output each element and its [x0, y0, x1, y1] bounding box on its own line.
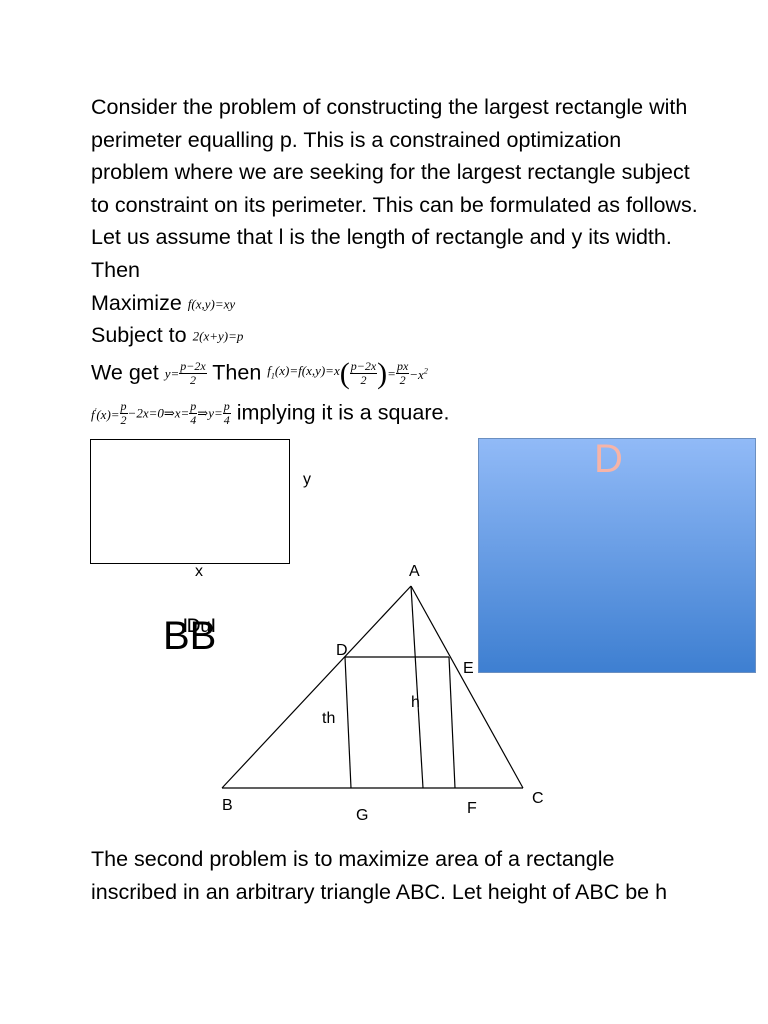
th-label: th [322, 710, 336, 727]
blue-box-letter: D [594, 437, 623, 481]
rect-label-y: y [303, 471, 311, 488]
maximize-label: Maximize [91, 291, 182, 315]
weget-row: We get y= $\frac{p-2x}{2}$ Then $f_1(x)=f(x,y)=x$( $\frac{p-2x}{2}$ )= $\frac{px}{2}$ $-x^2$ [91, 356, 428, 390]
fraction-numerator: p−2x [350, 359, 377, 374]
fraction-numerator: p [120, 399, 127, 414]
rect-side-dg [345, 657, 351, 788]
subject-label: Subject to [91, 323, 187, 347]
fraction-denominator: 2 [360, 373, 367, 388]
fraction-denominator: 4 [223, 413, 230, 428]
derivative-mid: −2x=0⇒x= [127, 405, 190, 421]
vertex-label-b: B [222, 797, 233, 814]
rect-label-x: x [195, 563, 203, 580]
triangle-side-ac [411, 586, 523, 788]
bb-text: BB [163, 614, 217, 658]
vertex-label-e: E [463, 660, 474, 677]
weget-label: We get [91, 360, 159, 385]
fraction-denominator: 2 [189, 373, 196, 388]
equals-sign: = [387, 365, 396, 381]
fraction-denominator: 2 [399, 373, 406, 388]
fraction-numerator: px [396, 359, 409, 374]
fraction-numerator: p [190, 399, 197, 414]
intro-line: Consider the problem of constructing the largest rectangle with [91, 95, 688, 119]
vertex-label-d: D [336, 642, 348, 659]
rect-side-ef [449, 657, 455, 788]
outro-paragraph [91, 843, 768, 908]
outro-line: The second problem is to maximize area of a rectangle [91, 847, 615, 871]
fraction-denominator: 4 [190, 413, 197, 428]
height-line [411, 586, 423, 788]
triangle-side-ab [222, 586, 411, 788]
derivative-mid2: ⇒y= [197, 405, 223, 421]
fraction-numerator: p [223, 399, 230, 414]
vertex-label-a: A [409, 563, 420, 580]
square-conclusion: implying it is a square. [236, 400, 450, 425]
intro-line: problem where we are seeking for the largest rectangle subject [91, 160, 690, 184]
vertex-label-c: C [532, 790, 544, 807]
fraction-denominator: 2 [120, 413, 127, 428]
intro-line: perimeter equalling p. This is a constrained optimization [91, 127, 622, 152]
vertex-label-g: G [356, 807, 369, 824]
intro-line: to constraint on its perimeter. This can be formulated as follows. [91, 192, 698, 217]
then-label: Then [212, 360, 262, 385]
intro-line: Then [91, 257, 141, 282]
outro-line: inscribed in an arbitrary triangle ABC. Let height of ABC be h [91, 879, 668, 904]
constraint-formula: 2(x+y)=p [192, 328, 244, 344]
fraction-numerator: p−2x [180, 359, 206, 374]
f1-tail: $-x^2$ [409, 367, 428, 383]
height-label: h [411, 694, 420, 711]
derivative-lhs: f'(x)= [91, 407, 120, 423]
intro-line: Let us assume that l is the length of rectangle and y its width. [91, 225, 672, 249]
y-lhs: y= [164, 365, 180, 381]
f1-formula: $f_1(x)=f(x,y)=x$ [267, 363, 340, 381]
vertex-label-f: F [467, 800, 477, 817]
objective-formula: f(x,y)=xy [187, 296, 236, 312]
